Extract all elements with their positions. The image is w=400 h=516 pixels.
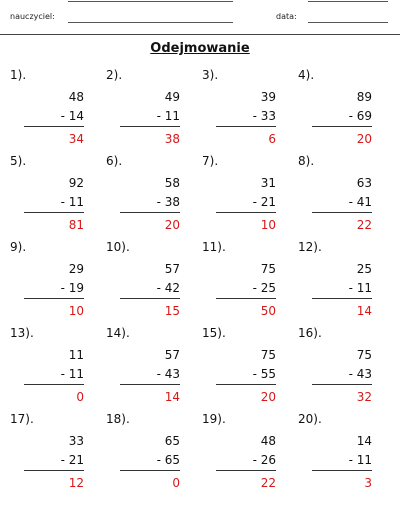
answer: 0 bbox=[76, 390, 84, 404]
problem-number: 12). bbox=[298, 240, 322, 254]
answer: 0 bbox=[172, 476, 180, 490]
sum-line bbox=[312, 126, 372, 127]
problem-number: 11). bbox=[202, 240, 226, 254]
answer: 6 bbox=[268, 132, 276, 146]
subtrahend: - 25 bbox=[252, 281, 276, 295]
top-line-right bbox=[308, 1, 388, 2]
answer: 20 bbox=[164, 218, 180, 232]
problem-2 bbox=[106, 68, 180, 150]
top-line-left bbox=[68, 1, 233, 2]
subtrahend: - 21 bbox=[60, 453, 84, 467]
answer: 34 bbox=[68, 132, 84, 146]
minuend: 57 bbox=[164, 348, 180, 362]
minuend: 31 bbox=[260, 176, 276, 190]
subtrahend: - 14 bbox=[60, 109, 84, 123]
sum-line bbox=[216, 384, 276, 385]
minuend: 75 bbox=[356, 348, 372, 362]
teacher-field-line bbox=[68, 22, 233, 23]
problem-number: 9). bbox=[10, 240, 27, 254]
problem-number: 13). bbox=[10, 326, 34, 340]
minuend: 57 bbox=[164, 262, 180, 276]
problem-number: 19). bbox=[202, 412, 226, 426]
problem-number: 6). bbox=[106, 154, 123, 168]
answer: 22 bbox=[356, 218, 372, 232]
problem-number: 17). bbox=[10, 412, 34, 426]
subtrahend: - 11 bbox=[156, 109, 180, 123]
problem-number: 14). bbox=[106, 326, 130, 340]
problem-number: 2). bbox=[106, 68, 123, 82]
problem-11 bbox=[202, 240, 276, 322]
minuend: 92 bbox=[68, 176, 84, 190]
sum-line bbox=[24, 384, 84, 385]
answer: 32 bbox=[356, 390, 372, 404]
problem-19 bbox=[202, 412, 276, 494]
subtrahend: - 38 bbox=[156, 195, 180, 209]
minuend: 49 bbox=[164, 90, 180, 104]
subtrahend: - 42 bbox=[156, 281, 180, 295]
problem-number: 8). bbox=[298, 154, 315, 168]
problem-number: 5). bbox=[10, 154, 27, 168]
problem-number: 18). bbox=[106, 412, 130, 426]
problem-20 bbox=[298, 412, 372, 494]
answer: 22 bbox=[260, 476, 276, 490]
sum-line bbox=[24, 470, 84, 471]
sum-line bbox=[120, 212, 180, 213]
subtrahend: - 26 bbox=[252, 453, 276, 467]
problem-18 bbox=[106, 412, 180, 494]
answer: 14 bbox=[164, 390, 180, 404]
minuend: 29 bbox=[68, 262, 84, 276]
minuend: 48 bbox=[260, 434, 276, 448]
subtrahend: - 55 bbox=[252, 367, 276, 381]
problem-17 bbox=[10, 412, 84, 494]
sum-line bbox=[24, 126, 84, 127]
problem-number: 4). bbox=[298, 68, 315, 82]
subtrahend: - 43 bbox=[348, 367, 372, 381]
date-field-line bbox=[308, 22, 388, 23]
problem-8 bbox=[298, 154, 372, 236]
minuend: 33 bbox=[68, 434, 84, 448]
answer: 81 bbox=[68, 218, 84, 232]
answer: 10 bbox=[260, 218, 276, 232]
sum-line bbox=[120, 384, 180, 385]
subtrahend: - 11 bbox=[348, 281, 372, 295]
answer: 14 bbox=[356, 304, 372, 318]
answer: 20 bbox=[260, 390, 276, 404]
sum-line bbox=[312, 212, 372, 213]
problem-15 bbox=[202, 326, 276, 408]
sum-line bbox=[312, 470, 372, 471]
problem-5 bbox=[10, 154, 84, 236]
problem-3 bbox=[202, 68, 276, 150]
minuend: 39 bbox=[260, 90, 276, 104]
teacher-label: nauczyciel: bbox=[10, 12, 55, 21]
minuend: 75 bbox=[260, 348, 276, 362]
minuend: 11 bbox=[68, 348, 84, 362]
header-divider bbox=[0, 34, 400, 35]
sum-line bbox=[24, 212, 84, 213]
problem-6 bbox=[106, 154, 180, 236]
problem-9 bbox=[10, 240, 84, 322]
answer: 12 bbox=[68, 476, 84, 490]
minuend: 25 bbox=[356, 262, 372, 276]
subtrahend: - 21 bbox=[252, 195, 276, 209]
subtrahend: - 11 bbox=[60, 367, 84, 381]
minuend: 65 bbox=[164, 434, 180, 448]
sum-line bbox=[216, 212, 276, 213]
subtrahend: - 19 bbox=[60, 281, 84, 295]
sum-line bbox=[216, 298, 276, 299]
problem-number: 10). bbox=[106, 240, 130, 254]
problem-10 bbox=[106, 240, 180, 322]
sum-line bbox=[24, 298, 84, 299]
answer: 15 bbox=[164, 304, 180, 318]
problem-14 bbox=[106, 326, 180, 408]
sum-line bbox=[120, 298, 180, 299]
minuend: 14 bbox=[356, 434, 372, 448]
subtrahend: - 69 bbox=[348, 109, 372, 123]
subtrahend: - 11 bbox=[348, 453, 372, 467]
answer: 50 bbox=[260, 304, 276, 318]
subtrahend: - 65 bbox=[156, 453, 180, 467]
sum-line bbox=[312, 384, 372, 385]
problem-number: 7). bbox=[202, 154, 219, 168]
sum-line bbox=[312, 298, 372, 299]
minuend: 63 bbox=[356, 176, 372, 190]
problem-number: 1). bbox=[10, 68, 27, 82]
answer: 38 bbox=[164, 132, 180, 146]
answer: 10 bbox=[68, 304, 84, 318]
worksheet-title: Odejmowanie bbox=[150, 41, 250, 56]
minuend: 58 bbox=[164, 176, 180, 190]
subtrahend: - 41 bbox=[348, 195, 372, 209]
subtrahend: - 11 bbox=[60, 195, 84, 209]
sum-line bbox=[120, 470, 180, 471]
subtrahend: - 33 bbox=[252, 109, 276, 123]
sum-line bbox=[120, 126, 180, 127]
minuend: 89 bbox=[356, 90, 372, 104]
problem-number: 15). bbox=[202, 326, 226, 340]
sum-line bbox=[216, 126, 276, 127]
problem-16 bbox=[298, 326, 372, 408]
problem-number: 20). bbox=[298, 412, 322, 426]
minuend: 75 bbox=[260, 262, 276, 276]
problem-7 bbox=[202, 154, 276, 236]
minuend: 48 bbox=[68, 90, 84, 104]
subtrahend: - 43 bbox=[156, 367, 180, 381]
problem-13 bbox=[10, 326, 84, 408]
answer: 3 bbox=[364, 476, 372, 490]
date-label: data: bbox=[276, 12, 297, 21]
problem-4 bbox=[298, 68, 372, 150]
answer: 20 bbox=[356, 132, 372, 146]
problem-1 bbox=[10, 68, 84, 150]
problem-number: 16). bbox=[298, 326, 322, 340]
sum-line bbox=[216, 470, 276, 471]
problem-number: 3). bbox=[202, 68, 219, 82]
problem-12 bbox=[298, 240, 372, 322]
